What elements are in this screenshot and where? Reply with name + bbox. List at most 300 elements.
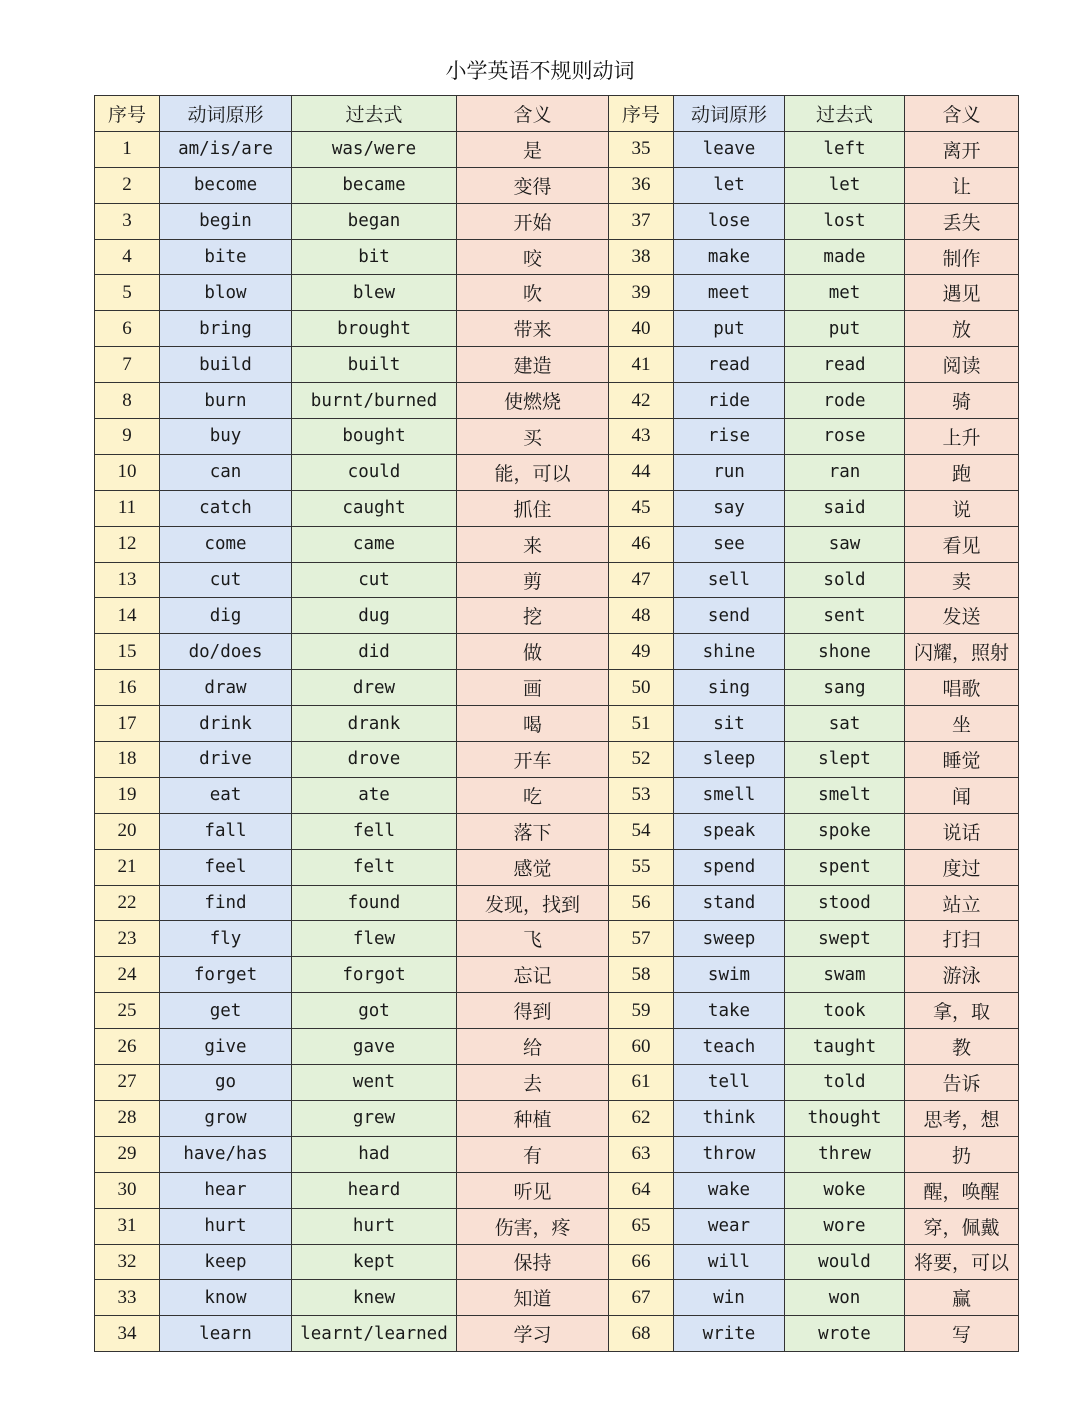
cell-past-tense: caught — [292, 490, 457, 526]
table-row — [95, 131, 1019, 167]
cell-number: 61 — [609, 1065, 674, 1101]
cell-meaning: 让 — [905, 167, 1019, 203]
cell-number: 44 — [609, 454, 674, 490]
cell-past-tense: heard — [292, 1172, 457, 1208]
cell-number: 42 — [609, 383, 674, 419]
cell-base-form: sit — [674, 706, 785, 742]
cell-number: 16 — [95, 670, 160, 706]
cell-past-tense: took — [785, 993, 905, 1029]
cell-number: 33 — [95, 1280, 160, 1316]
cell-past-tense: flew — [292, 921, 457, 957]
table-row — [95, 921, 1019, 957]
cell-meaning: 伤害，疼 — [457, 1208, 609, 1244]
cell-past-tense: dug — [292, 598, 457, 634]
cell-past-tense: made — [785, 239, 905, 275]
cell-number: 20 — [95, 813, 160, 849]
cell-past-tense: came — [292, 526, 457, 562]
cell-base-form: win — [674, 1280, 785, 1316]
cell-number: 5 — [95, 275, 160, 311]
table-row — [95, 311, 1019, 347]
cell-base-form: come — [160, 526, 292, 562]
cell-past-tense: met — [785, 275, 905, 311]
cell-base-form: feel — [160, 849, 292, 885]
cell-meaning: 带来 — [457, 311, 609, 347]
cell-number: 43 — [609, 419, 674, 455]
cell-meaning: 说 — [905, 490, 1019, 526]
table-row — [95, 742, 1019, 778]
header-base-form: 动词原形 — [160, 96, 292, 132]
cell-meaning: 发送 — [905, 598, 1019, 634]
cell-base-form: bite — [160, 239, 292, 275]
cell-base-form: burn — [160, 383, 292, 419]
cell-past-tense: sat — [785, 706, 905, 742]
cell-past-tense: became — [292, 167, 457, 203]
cell-meaning: 感觉 — [457, 849, 609, 885]
cell-number: 62 — [609, 1100, 674, 1136]
cell-base-form: dig — [160, 598, 292, 634]
cell-number: 32 — [95, 1244, 160, 1280]
table-row — [95, 670, 1019, 706]
cell-number: 1 — [95, 131, 160, 167]
cell-number: 40 — [609, 311, 674, 347]
cell-meaning: 咬 — [457, 239, 609, 275]
cell-meaning: 骑 — [905, 383, 1019, 419]
cell-number: 13 — [95, 562, 160, 598]
cell-meaning: 喝 — [457, 706, 609, 742]
cell-number: 57 — [609, 921, 674, 957]
cell-past-tense: ran — [785, 454, 905, 490]
cell-meaning: 能，可以 — [457, 454, 609, 490]
cell-meaning: 得到 — [457, 993, 609, 1029]
cell-base-form: read — [674, 347, 785, 383]
cell-base-form: am/is/are — [160, 131, 292, 167]
cell-number: 34 — [95, 1316, 160, 1352]
cell-past-tense: woke — [785, 1172, 905, 1208]
cell-meaning: 赢 — [905, 1280, 1019, 1316]
cell-base-form: let — [674, 167, 785, 203]
cell-past-tense: knew — [292, 1280, 457, 1316]
cell-past-tense: wrote — [785, 1316, 905, 1352]
cell-base-form: wear — [674, 1208, 785, 1244]
cell-base-form: speak — [674, 813, 785, 849]
header-number: 序号 — [609, 96, 674, 132]
cell-number: 26 — [95, 1029, 160, 1065]
cell-past-tense: fell — [292, 813, 457, 849]
cell-number: 3 — [95, 203, 160, 239]
cell-past-tense: did — [292, 634, 457, 670]
table-row — [95, 383, 1019, 419]
cell-past-tense: put — [785, 311, 905, 347]
cell-base-form: sweep — [674, 921, 785, 957]
cell-number: 45 — [609, 490, 674, 526]
cell-number: 48 — [609, 598, 674, 634]
table-row — [95, 1172, 1019, 1208]
table-row — [95, 347, 1019, 383]
cell-number: 23 — [95, 921, 160, 957]
cell-base-form: shine — [674, 634, 785, 670]
cell-number: 25 — [95, 993, 160, 1029]
cell-base-form: tell — [674, 1065, 785, 1101]
cell-number: 15 — [95, 634, 160, 670]
cell-base-form: go — [160, 1065, 292, 1101]
cell-meaning: 丢失 — [905, 203, 1019, 239]
cell-base-form: teach — [674, 1029, 785, 1065]
cell-meaning: 将要，可以 — [905, 1244, 1019, 1280]
cell-base-form: bring — [160, 311, 292, 347]
cell-past-tense: sent — [785, 598, 905, 634]
cell-number: 31 — [95, 1208, 160, 1244]
cell-meaning: 游泳 — [905, 957, 1019, 993]
cell-base-form: smell — [674, 777, 785, 813]
cell-meaning: 剪 — [457, 562, 609, 598]
table-row — [95, 419, 1019, 455]
cell-base-form: get — [160, 993, 292, 1029]
cell-past-tense: let — [785, 167, 905, 203]
table-row — [95, 562, 1019, 598]
cell-number: 55 — [609, 849, 674, 885]
table-row — [95, 203, 1019, 239]
cell-meaning: 挖 — [457, 598, 609, 634]
table-row — [95, 993, 1019, 1029]
cell-past-tense: went — [292, 1065, 457, 1101]
cell-number: 36 — [609, 167, 674, 203]
cell-base-form: see — [674, 526, 785, 562]
cell-base-form: say — [674, 490, 785, 526]
cell-base-form: buy — [160, 419, 292, 455]
cell-meaning: 做 — [457, 634, 609, 670]
cell-meaning: 制作 — [905, 239, 1019, 275]
table-row — [95, 239, 1019, 275]
cell-meaning: 开车 — [457, 742, 609, 778]
cell-base-form: send — [674, 598, 785, 634]
cell-base-form: put — [674, 311, 785, 347]
cell-base-form: take — [674, 993, 785, 1029]
cell-base-form: catch — [160, 490, 292, 526]
cell-number: 56 — [609, 885, 674, 921]
table-row — [95, 1280, 1019, 1316]
cell-meaning: 唱歌 — [905, 670, 1019, 706]
cell-base-form: forget — [160, 957, 292, 993]
cell-past-tense: spent — [785, 849, 905, 885]
cell-past-tense: blew — [292, 275, 457, 311]
cell-past-tense: spoke — [785, 813, 905, 849]
cell-meaning: 抓住 — [457, 490, 609, 526]
cell-past-tense: could — [292, 454, 457, 490]
cell-base-form: wake — [674, 1172, 785, 1208]
cell-past-tense: burnt/burned — [292, 383, 457, 419]
cell-past-tense: smelt — [785, 777, 905, 813]
cell-past-tense: bought — [292, 419, 457, 455]
cell-meaning: 阅读 — [905, 347, 1019, 383]
table-row — [95, 454, 1019, 490]
cell-base-form: write — [674, 1316, 785, 1352]
table-row — [95, 490, 1019, 526]
cell-base-form: become — [160, 167, 292, 203]
cell-base-form: know — [160, 1280, 292, 1316]
header-meaning: 含义 — [905, 96, 1019, 132]
cell-base-form: will — [674, 1244, 785, 1280]
cell-meaning: 建造 — [457, 347, 609, 383]
cell-meaning: 拿，取 — [905, 993, 1019, 1029]
table-row — [95, 526, 1019, 562]
cell-meaning: 给 — [457, 1029, 609, 1065]
table-row — [95, 777, 1019, 813]
cell-number: 66 — [609, 1244, 674, 1280]
cell-meaning: 离开 — [905, 131, 1019, 167]
cell-base-form: think — [674, 1100, 785, 1136]
cell-number: 39 — [609, 275, 674, 311]
cell-number: 47 — [609, 562, 674, 598]
cell-past-tense: gave — [292, 1029, 457, 1065]
cell-meaning: 发现，找到 — [457, 885, 609, 921]
cell-meaning: 知道 — [457, 1280, 609, 1316]
cell-base-form: do/does — [160, 634, 292, 670]
cell-past-tense: drew — [292, 670, 457, 706]
cell-past-tense: had — [292, 1136, 457, 1172]
header-past-tense: 过去式 — [785, 96, 905, 132]
cell-base-form: run — [674, 454, 785, 490]
cell-past-tense: began — [292, 203, 457, 239]
irregular-verbs-table — [94, 95, 1019, 1352]
table-row — [95, 1100, 1019, 1136]
table-row — [95, 167, 1019, 203]
cell-meaning: 闻 — [905, 777, 1019, 813]
cell-number: 54 — [609, 813, 674, 849]
cell-number: 28 — [95, 1100, 160, 1136]
cell-number: 22 — [95, 885, 160, 921]
table-row — [95, 1065, 1019, 1101]
cell-base-form: blow — [160, 275, 292, 311]
cell-meaning: 教 — [905, 1029, 1019, 1065]
cell-past-tense: rode — [785, 383, 905, 419]
cell-past-tense: thought — [785, 1100, 905, 1136]
cell-base-form: sell — [674, 562, 785, 598]
cell-base-form: sing — [674, 670, 785, 706]
page-title: 小学英语不规则动词 — [445, 59, 635, 83]
cell-base-form: ride — [674, 383, 785, 419]
cell-base-form: spend — [674, 849, 785, 885]
cell-base-form: draw — [160, 670, 292, 706]
cell-base-form: sleep — [674, 742, 785, 778]
cell-number: 63 — [609, 1136, 674, 1172]
cell-base-form: build — [160, 347, 292, 383]
cell-meaning: 上升 — [905, 419, 1019, 455]
table-row — [95, 598, 1019, 634]
table-row — [95, 1029, 1019, 1065]
cell-number: 65 — [609, 1208, 674, 1244]
table-row — [95, 1136, 1019, 1172]
cell-meaning: 打扫 — [905, 921, 1019, 957]
cell-number: 12 — [95, 526, 160, 562]
cell-past-tense: kept — [292, 1244, 457, 1280]
cell-past-tense: cut — [292, 562, 457, 598]
cell-meaning: 卖 — [905, 562, 1019, 598]
table-row — [95, 1316, 1019, 1352]
cell-past-tense: sold — [785, 562, 905, 598]
cell-past-tense: taught — [785, 1029, 905, 1065]
cell-base-form: lose — [674, 203, 785, 239]
cell-meaning: 种植 — [457, 1100, 609, 1136]
cell-meaning: 闪耀，照射 — [905, 634, 1019, 670]
cell-number: 10 — [95, 454, 160, 490]
cell-meaning: 画 — [457, 670, 609, 706]
cell-base-form: eat — [160, 777, 292, 813]
table-row — [95, 1208, 1019, 1244]
cell-number: 49 — [609, 634, 674, 670]
cell-base-form: throw — [674, 1136, 785, 1172]
cell-meaning: 写 — [905, 1316, 1019, 1352]
cell-meaning: 放 — [905, 311, 1019, 347]
cell-base-form: hear — [160, 1172, 292, 1208]
cell-base-form: hurt — [160, 1208, 292, 1244]
cell-meaning: 站立 — [905, 885, 1019, 921]
cell-past-tense: found — [292, 885, 457, 921]
cell-base-form: cut — [160, 562, 292, 598]
table-row — [95, 634, 1019, 670]
cell-past-tense: built — [292, 347, 457, 383]
cell-base-form: fly — [160, 921, 292, 957]
cell-number: 19 — [95, 777, 160, 813]
cell-past-tense: stood — [785, 885, 905, 921]
cell-base-form: give — [160, 1029, 292, 1065]
cell-number: 67 — [609, 1280, 674, 1316]
cell-number: 9 — [95, 419, 160, 455]
header-meaning: 含义 — [457, 96, 609, 132]
cell-base-form: make — [674, 239, 785, 275]
cell-meaning: 买 — [457, 419, 609, 455]
cell-number: 21 — [95, 849, 160, 885]
cell-past-tense: lost — [785, 203, 905, 239]
cell-past-tense: sang — [785, 670, 905, 706]
cell-number: 52 — [609, 742, 674, 778]
cell-meaning: 变得 — [457, 167, 609, 203]
cell-base-form: drive — [160, 742, 292, 778]
cell-past-tense: swam — [785, 957, 905, 993]
table-row — [95, 885, 1019, 921]
cell-number: 8 — [95, 383, 160, 419]
cell-number: 35 — [609, 131, 674, 167]
cell-base-form: begin — [160, 203, 292, 239]
cell-base-form: leave — [674, 131, 785, 167]
cell-past-tense: ate — [292, 777, 457, 813]
cell-past-tense: left — [785, 131, 905, 167]
cell-meaning: 度过 — [905, 849, 1019, 885]
cell-base-form: swim — [674, 957, 785, 993]
cell-past-tense: bit — [292, 239, 457, 275]
cell-meaning: 看见 — [905, 526, 1019, 562]
cell-number: 37 — [609, 203, 674, 239]
cell-number: 18 — [95, 742, 160, 778]
cell-meaning: 坐 — [905, 706, 1019, 742]
cell-past-tense: was/were — [292, 131, 457, 167]
cell-past-tense: won — [785, 1280, 905, 1316]
cell-meaning: 告诉 — [905, 1065, 1019, 1101]
cell-past-tense: shone — [785, 634, 905, 670]
cell-past-tense: rose — [785, 419, 905, 455]
cell-past-tense: drank — [292, 706, 457, 742]
cell-past-tense: brought — [292, 311, 457, 347]
cell-number: 4 — [95, 239, 160, 275]
table-row — [95, 849, 1019, 885]
cell-number: 68 — [609, 1316, 674, 1352]
header-past-tense: 过去式 — [292, 96, 457, 132]
cell-number: 11 — [95, 490, 160, 526]
cell-base-form: keep — [160, 1244, 292, 1280]
cell-meaning: 保持 — [457, 1244, 609, 1280]
cell-meaning: 飞 — [457, 921, 609, 957]
cell-base-form: drink — [160, 706, 292, 742]
cell-number: 38 — [609, 239, 674, 275]
cell-past-tense: read — [785, 347, 905, 383]
cell-meaning: 思考，想 — [905, 1100, 1019, 1136]
cell-meaning: 落下 — [457, 813, 609, 849]
cell-base-form: grow — [160, 1100, 292, 1136]
cell-past-tense: hurt — [292, 1208, 457, 1244]
header-row — [95, 96, 1019, 132]
table-row — [95, 957, 1019, 993]
cell-number: 24 — [95, 957, 160, 993]
cell-meaning: 使燃烧 — [457, 383, 609, 419]
cell-meaning: 是 — [457, 131, 609, 167]
cell-number: 14 — [95, 598, 160, 634]
cell-base-form: find — [160, 885, 292, 921]
cell-meaning: 穿，佩戴 — [905, 1208, 1019, 1244]
cell-meaning: 忘记 — [457, 957, 609, 993]
cell-base-form: rise — [674, 419, 785, 455]
cell-past-tense: swept — [785, 921, 905, 957]
cell-past-tense: would — [785, 1244, 905, 1280]
cell-meaning: 有 — [457, 1136, 609, 1172]
cell-number: 46 — [609, 526, 674, 562]
cell-meaning: 说话 — [905, 813, 1019, 849]
cell-number: 27 — [95, 1065, 160, 1101]
cell-meaning: 吹 — [457, 275, 609, 311]
table-row — [95, 813, 1019, 849]
cell-meaning: 醒，唤醒 — [905, 1172, 1019, 1208]
cell-past-tense: slept — [785, 742, 905, 778]
cell-meaning: 开始 — [457, 203, 609, 239]
cell-meaning: 遇见 — [905, 275, 1019, 311]
cell-meaning: 吃 — [457, 777, 609, 813]
cell-base-form: fall — [160, 813, 292, 849]
cell-number: 60 — [609, 1029, 674, 1065]
cell-base-form: meet — [674, 275, 785, 311]
cell-past-tense: forgot — [292, 957, 457, 993]
table-row — [95, 706, 1019, 742]
cell-past-tense: threw — [785, 1136, 905, 1172]
cell-number: 7 — [95, 347, 160, 383]
cell-past-tense: told — [785, 1065, 905, 1101]
cell-number: 53 — [609, 777, 674, 813]
cell-number: 17 — [95, 706, 160, 742]
cell-number: 6 — [95, 311, 160, 347]
cell-number: 59 — [609, 993, 674, 1029]
cell-number: 51 — [609, 706, 674, 742]
cell-number: 41 — [609, 347, 674, 383]
cell-past-tense: wore — [785, 1208, 905, 1244]
cell-past-tense: learnt/learned — [292, 1316, 457, 1352]
cell-number: 58 — [609, 957, 674, 993]
cell-past-tense: drove — [292, 742, 457, 778]
cell-base-form: learn — [160, 1316, 292, 1352]
table-row — [95, 1244, 1019, 1280]
cell-meaning: 听见 — [457, 1172, 609, 1208]
cell-past-tense: saw — [785, 526, 905, 562]
header-number: 序号 — [95, 96, 160, 132]
cell-past-tense: felt — [292, 849, 457, 885]
header-base-form: 动词原形 — [674, 96, 785, 132]
cell-meaning: 扔 — [905, 1136, 1019, 1172]
